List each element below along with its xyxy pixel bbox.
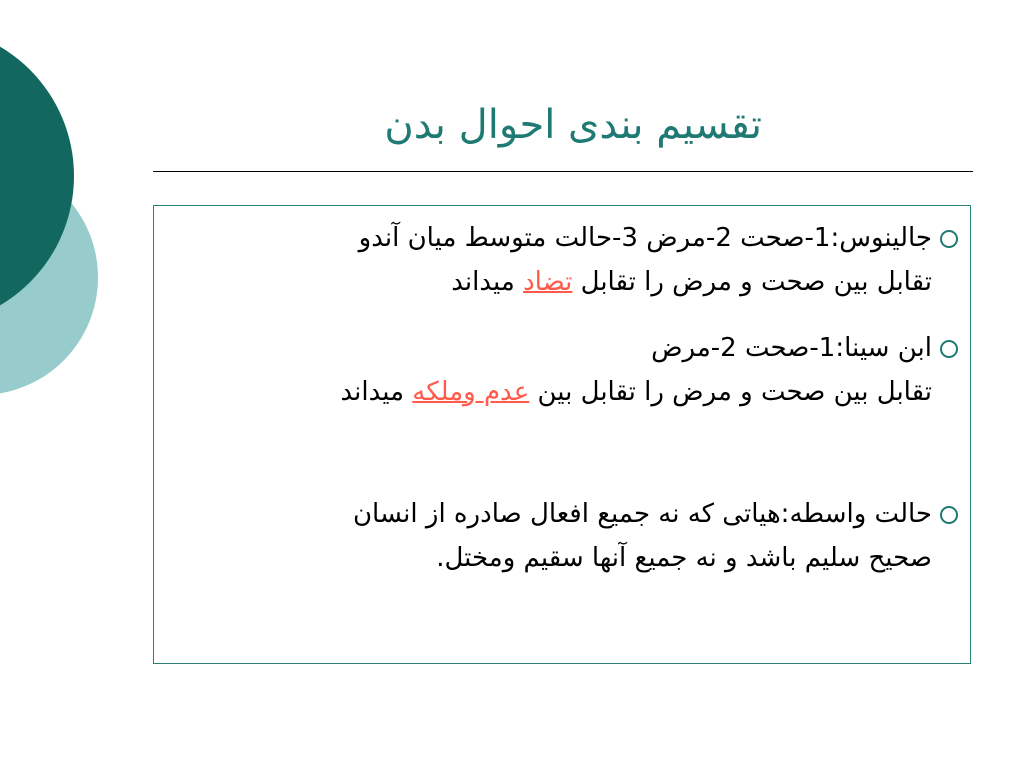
bullet-text-before: تقابل بین صحت و مرض را تقابل بین	[529, 377, 932, 407]
circle-bullet-icon	[940, 506, 958, 524]
circle-bullet-icon	[940, 230, 958, 248]
bullet-text-after: میداند	[451, 267, 524, 297]
bullet-item	[192, 216, 932, 304]
bullet-line: جالینوس:1-صحت 2-مرض 3-حالت متوسط میان آندو	[358, 223, 932, 253]
slide-title: تقسیم بندی احوال بدن	[384, 102, 762, 148]
bullet-line: ابن سینا:1-صحت 2-مرض	[651, 333, 932, 363]
decorative-circles	[0, 0, 120, 420]
bullet-line: حالت واسطه:هیاتی که نه جمیع افعال صادره از انسان	[352, 499, 932, 529]
bullet-line	[192, 260, 932, 304]
bullet-line: صحیح سلیم باشد و نه جمیع آنها سقیم ومختل.	[436, 543, 932, 573]
bullet-text-after: میداند	[340, 377, 413, 407]
circle-bullet-icon	[940, 340, 958, 358]
highlighted-term: عدم وملکه	[412, 377, 530, 407]
bullet-text-before: تقابل بین صحت و مرض را تقابل	[572, 267, 932, 297]
bullet-line	[192, 370, 932, 414]
title-divider	[153, 171, 973, 172]
highlighted-term: تضاد	[523, 267, 573, 297]
bullet-item	[192, 326, 932, 414]
bullet-item	[192, 492, 932, 580]
